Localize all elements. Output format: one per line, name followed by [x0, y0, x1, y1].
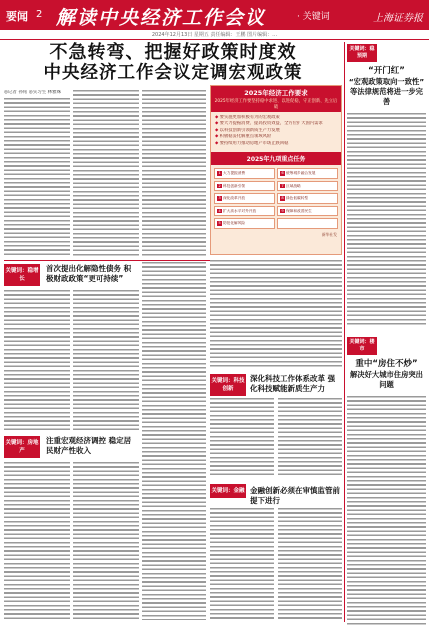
infographic-title: 2025年经济工作要求 [211, 86, 341, 98]
masthead [0, 0, 429, 30]
headline-line-2: 中央经济工作会议定调宏观政策 [43, 63, 303, 83]
right-title-1b: “宏观政策取向一致性” [348, 77, 425, 86]
article-column-5 [73, 290, 139, 430]
page-title: 解读中央经济工作会议 [56, 7, 267, 29]
infographic-box [210, 85, 342, 255]
page-number: 2 [36, 9, 43, 20]
infographic-item: ◆ 以科技创新引领新质生产力发展 [215, 128, 337, 134]
infographic-item: ◆ 要持续用力推动房地产市场止跌回稳 [215, 141, 337, 147]
right-column [347, 42, 426, 626]
keyword-box-4: 关键词：金融 [210, 484, 246, 498]
infographic-item: ◆ 要大力提振消费、提高投资效益，全方位扩大国内需求 [215, 121, 337, 127]
task-item: 4 扩大高水平对外开放 [214, 206, 275, 217]
infographic-item: ◆ 要实施更加积极有为的宏观政策 [215, 115, 337, 121]
subhead-3: 深化科技工作体系改革 强化科技赋能新质生产力 [250, 374, 336, 393]
task-item: 9 保障和改善民生 [277, 206, 338, 217]
task-item: 1 大力提振消费 [214, 168, 275, 179]
article-column-2 [73, 90, 139, 256]
keyword-box-3: 关键词：科技创新 [210, 374, 246, 396]
article-column-4 [4, 290, 70, 430]
task-item: 2 科技创新引领 [214, 181, 275, 192]
task-item: 8 绿色低碳转型 [277, 193, 338, 204]
byline: ◎记者 孙铭 ◎实习生 林雅姝 [4, 90, 62, 95]
right-title-2: 重中“房住不炒” [355, 359, 418, 369]
issue-info: 2024年12月13日 星期五 责任编辑：王鹏 图片编辑：… [0, 30, 429, 40]
article-column-10 [210, 398, 274, 478]
keyword-box-2: 关键词：房地产 [4, 436, 40, 458]
right-article-1 [347, 113, 426, 327]
column-divider [344, 42, 345, 622]
right-title-1: “开门红” [368, 66, 405, 76]
infographic-item: ◆ 积极稳妥化解重点领域风险 [215, 134, 337, 140]
task-item-empty [277, 218, 338, 229]
task-item: 3 深化改革开放 [214, 193, 275, 204]
subhead-4: 金融创新必须在审慎监管前提下进行 [250, 486, 340, 505]
task-item: 6 统筹城乡融合发展 [277, 168, 338, 179]
task-item: 5 防范化解风险 [214, 218, 275, 229]
right-subtitle-1: 等法律规范将进一步完善 [350, 87, 423, 106]
right-keyword-1: 关键词：稳预期 [347, 44, 377, 62]
subhead-2: 注重宏观经济调控 稳定居民财产性收入 [46, 436, 132, 455]
infographic-title-2: 2025年九项重点任务 [211, 152, 341, 165]
right-article-2 [347, 396, 426, 626]
right-keyword-2: 关键词：楼市 [347, 337, 377, 355]
subhead-1: 首次提出化解隐性债务 积极财政政策“更可持续” [46, 264, 132, 283]
article-column-3 [142, 90, 206, 256]
main-headline [4, 42, 342, 84]
keyword-tag: · 关键词 [297, 12, 330, 22]
article-column-8 [142, 262, 206, 620]
article-column-1 [4, 98, 70, 256]
infographic-credit: 新华社发 [321, 231, 337, 237]
task-item: 7 区域战略 [277, 181, 338, 192]
article-column-7 [73, 462, 139, 620]
infographic-subtitle: 2025年经济工作要坚持稳中求进、以进促稳，守正创新、先立后破 [211, 98, 341, 112]
right-title-2b: 解决好大城市住房突出问题 [350, 370, 423, 389]
section-label: 要闻 [6, 10, 28, 23]
headline-line-1: 不急转弯、把握好政策时度效 [49, 42, 297, 63]
article-column-11 [278, 398, 342, 478]
article-column-6 [4, 462, 70, 620]
article-byline [4, 90, 70, 96]
article-column-13 [278, 508, 342, 620]
article-column-9 [210, 260, 342, 368]
keyword-box-1: 关键词：稳增长 [4, 264, 40, 286]
newspaper-logo: 上海证券报 [373, 13, 423, 24]
article-column-12 [210, 508, 274, 620]
